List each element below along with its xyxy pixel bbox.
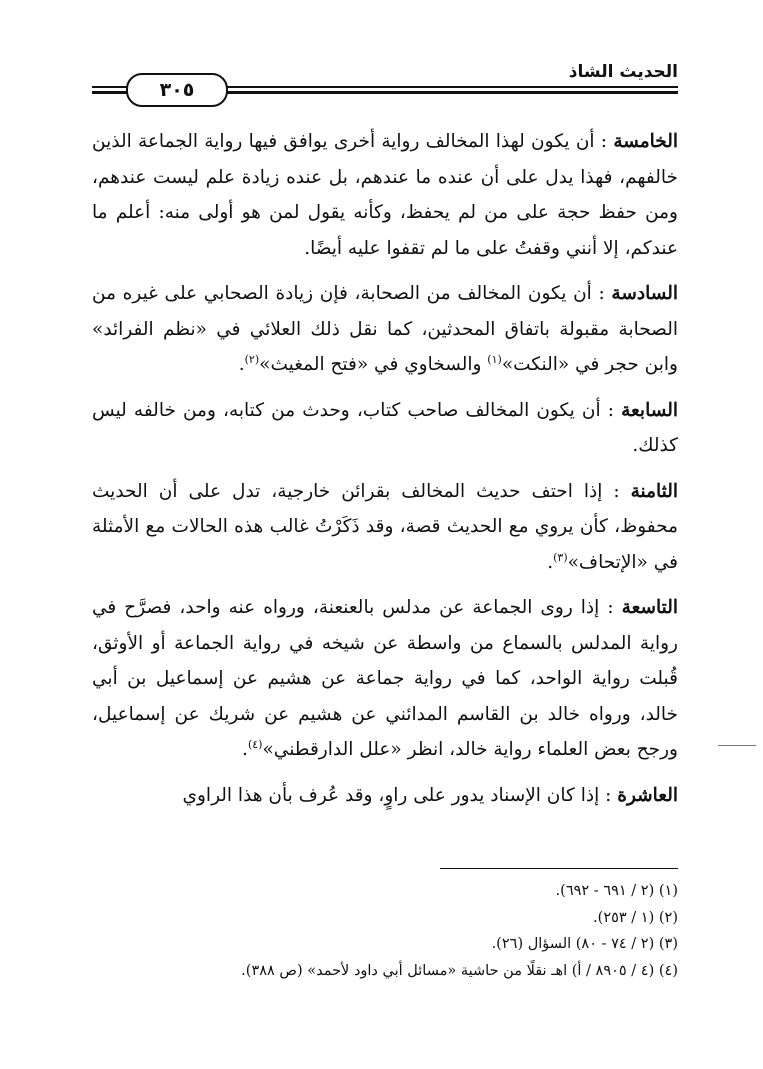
footnote-item: (١) (٢ / ٦٩١ - ٦٩٢).	[555, 883, 678, 899]
paragraph-text: : إذا روى الجماعة عن مدلس بالعنعنة، ورواه عنه واحد، فصرَّح في رواية المدلس بالسماع من واسطة عن شيخه في رواية الجماعة أو الأوثق، قُبلت رواية الواحد، كما في رواية جماعة عن هشيم عن إسماعيل بن أبي خالد، ورواه خالد بن القاسم المدائني عن هشيم عن شريك عن إسماعيل، ورجح بعض العلماء رواية خالد، انظر «علل الدارقطني»	[92, 597, 678, 760]
margin-mark	[718, 745, 756, 746]
paragraph-text: : إذا كان الإسناد يدور على راوٍ، وقد عُرف بأن هذا الراوي	[182, 784, 612, 806]
footnote-item: (٣) (٢ / ٧٤ - ٨٠) السؤال (٢٦).	[491, 936, 678, 952]
paragraph-tenth	[92, 778, 678, 814]
paragraph-label: السابعة	[621, 399, 679, 421]
paragraph-label: العاشرة	[617, 784, 678, 806]
paragraph-ninth	[92, 590, 678, 768]
paragraph-text: : أن يكون المخالف من الصحابة، فإن زيادة الصحابي على غيره من الصحابة مقبولة باتفاق المحدثين، كما نقل ذلك العلائي في «نظم الفرائد» وابن حجر في «النكت»	[92, 283, 678, 375]
paragraph-label: الخامسة	[613, 131, 678, 152]
running-title: الحديث الشاذ	[568, 62, 678, 82]
footnote-ref: (٤)	[247, 737, 263, 751]
page-number: ٣٠٥	[126, 73, 228, 107]
paragraph-text: : إذا احتف حديث المخالف بقرائن خارجية، تدل على أن الحديث محفوظ، كأن يروي مع الحديث قصة، وقد ذَكَرْتُ غالب هذه الحالات مع الأمثلة في «الإتحاف»	[92, 480, 678, 573]
paragraph-text: .	[242, 739, 248, 760]
main-text	[92, 124, 678, 823]
footnote-ref: (١)	[487, 352, 502, 366]
paragraph-label: السادسة	[611, 283, 678, 304]
paragraph-fifth	[92, 124, 678, 266]
paragraph-text: .	[547, 551, 554, 573]
paragraph-text: والسخاوي في «فتح المغيث»	[259, 354, 488, 375]
footnote-separator	[440, 868, 678, 869]
footnote-ref: (٣)	[553, 550, 568, 564]
paragraph-label: التاسعة	[621, 597, 679, 618]
footnote-item: (٢) (١ / ٢٥٣).	[593, 909, 678, 926]
page-header	[92, 62, 678, 102]
paragraph-label: الثامنة	[630, 480, 678, 502]
footnotes	[92, 878, 678, 984]
paragraph-text: : أن يكون المخالف صاحب كتاب، وحدث من كتابه، ومن خالفه ليس كذلك.	[92, 399, 678, 456]
paragraph-sixth	[92, 276, 678, 383]
footnote-item: (٤) (٤ / ٨٩٠٥ / أ) اهـ نقلًا من حاشية «مسائل أبي داود لأحمد» (ص ٣٨٨).	[241, 962, 678, 979]
paragraph-eighth	[92, 474, 678, 581]
paragraph-text: .	[238, 354, 245, 375]
paragraph-seventh	[92, 393, 678, 464]
paragraph-text: : أن يكون لهذا المخالف رواية أخرى يوافق فيها رواية الجماعة الذين خالفهم، فهذا يدل على أن عنده ما عندهم، بل عنده زيادة علم ليست عندهم، ومن حفظ حجة على من لم يحفظ، وكأنه يقول لمن هو أولى منه: أعلم ما عندكم، إلا أنني وقفتُ على ما لم تقفوا عليه أيضًا.	[92, 131, 678, 259]
footnote-ref: (٢)	[244, 352, 260, 366]
